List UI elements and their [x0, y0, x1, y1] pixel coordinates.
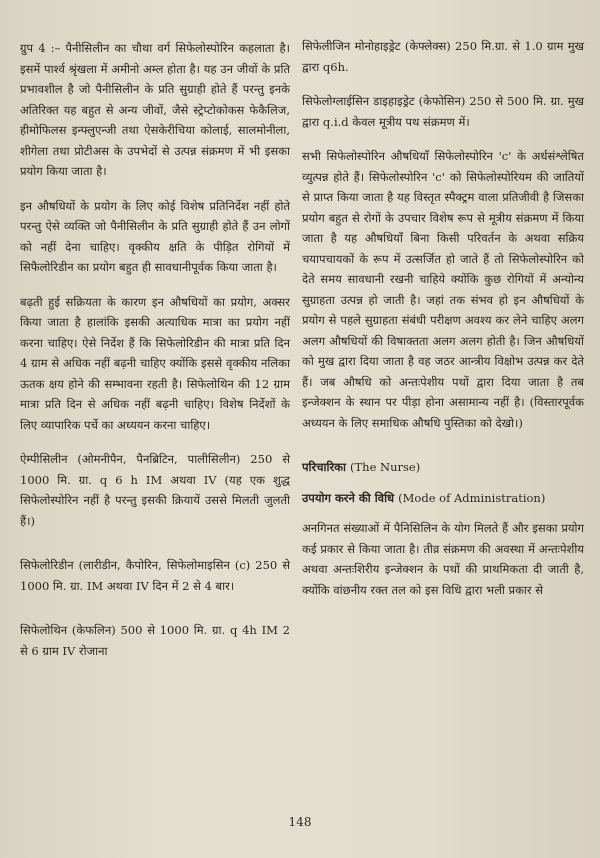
nurse-heading-english: (The Nurse) — [350, 460, 421, 474]
paragraph-cephalothin: सिफेलोथिन (केफलिन) 500 से 1000 मि. ग्रा. q 4h IM 2 से 6 ग्राम IV रोजाना — [20, 623, 290, 658]
paragraph-cephaloridine: सिफेलोरिडीन (लारीडीन, कैपोरिन, सिफेलोमाइसिन (c) 250 से 1000 मि. ग्रा. IM अथवा IV दिन में 2 से 4 बार। — [20, 558, 290, 593]
paragraph-cephaloglycin: सिफेलोग्लाईसिन डाइहाइड्रेट (केफोसिन) 250 से 500 मि. ग्रा. मुख द्वारा q.i.d केवल मूत्रीय पथ संक्रमण में। — [302, 94, 584, 129]
administration-heading-english: (Mode of Administration) — [398, 490, 546, 505]
paragraph-cephalexin: सिफेलीजिन मोनोहाइड्रेट (केफ्लेक्स) 250 मि.ग्रा. से 1.0 ग्राम मुख द्वारा q6h. — [302, 39, 584, 74]
administration-heading-hindi: उपयोग करने की विधि — [302, 490, 395, 505]
paragraph-group-4: ग्रुप 4 :– पैनीसिलीन का चौथा वर्ग सिफेलोस्पोरिन कहलाता है। इसमें पार्श्व श्रृंखला में अमीनो अम्ल होता है। यह उन जीवों के प्रति प्रभावशील है जो पैनीसिलीन के प्रति सुग्राही होते हैं परन्तु इनके अतिरिक्त यह बहुत से अन्य जीवों, जैसे स्ट्रेप्टोकोकस फेकैलिज, हीमोफिलस इन्फ्लुएन्जी तथा ऐसकेरीचिया कोलाई, सालमोनीला, शीगेला तथा प्रोटीअस के उपभेदों से उत्पन्न संक्रमण में भी इसका प्रयोग किया जाता है। — [20, 41, 290, 178]
page-number: 148 — [288, 815, 312, 829]
paragraph-dosage-limits: बढ़ती हुई सक्रियता के कारण इन औषधियों का प्रयोग, अक्सर किया जाता है हालांकि इसकी अत्याधिक मात्रा का प्रयोग नहीं करना चाहिए। ऐसे निर्देश हैं कि सिफेलोरिडीन की मात्रा प्रति दिन 4 ग्राम से अधिक नहीं बढ़नी चाहिए क्योंकि इससे वृक्कीय नलिका ऊतक क्षय होने की सम्भावना रहती है। सिफेलोथिन की 12 ग्राम मात्रा प्रति दिन से अधिक नहीं बढ़नी चाहिए। विशेष निर्देशों के लिए व्यापारिक पर्चे का अध्ययन करना चाहिए। — [20, 294, 290, 432]
paragraph-ampicillin: ऐम्पीसिलीन (ओमनीपैन, पैनब्रिटिन, पालीसिलीन) 250 से 1000 मि. ग्रा. q 6 h IM अथवा IV (यह एक शुद्ध सिफेलोस्पोरिन नहीं है परन्तु इसकी क्रियायें उससे मिलती जुलती हैं।) — [20, 452, 290, 528]
administration-heading — [302, 488, 584, 509]
nurse-heading-hindi: परिचारिका — [302, 460, 346, 474]
paragraph-administration: अनगिनत संख्याओं में पैनिसिलिन के योग मिलते हैं और इसका प्रयोग कई प्रकार से किया जाता है। तीव्र संक्रमण की अवस्था में अन्तःपेशीय अथवा अन्तःशिरीय इन्जेक्शन के पथों की प्राथमिकता दी जाती है, क्योंकि वांछनीय रक्त तल को इस विधि द्वारा भली प्रकार से — [302, 521, 584, 597]
paragraph-contraindications: इन औषधियों के प्रयोग के लिए कोई विशेष प्रतिनिर्देश नहीं होते परन्तु ऐसे व्यक्ति जो पैनीसिलीन के प्रति सुग्राही होते हैं उन लोगों को नहीं देना चाहिए। वृक्कीय क्षति के पीड़ित रोगियों में सिफैलोरिडीन का प्रयोग बहुत ही सावधानीपूर्वक किया जाता है। — [20, 198, 290, 274]
right-column — [302, 36, 584, 614]
left-column — [20, 38, 290, 675]
nurse-heading — [302, 457, 584, 478]
paragraph-cephalosporin-overview: सभी सिफेलोस्पोरिन औषधियाँ सिफेलोस्पोरिन 'c' के अर्धसंश्लेषित व्युत्पन्न होते हैं। सिफेलोस्पोरिन 'c' को सिफेलोस्पोरियम की जातियों से प्राप्त किया जाता है यह विस्तृत स्पैक्ट्रम वाला प्रतिजीवी है जिसका प्रयोग बहुत से रोगों के उपचार विशेष रूप से मूत्रीय संक्रमण में किया जाता है यह औषधियाँ बिना किसी परिवर्तन के अथवा सक्रिय चयापचायकों के रूप में उत्सर्जित हो जाते हैं तो सिफेलोस्पोरिन को देते समय सावधानी रखनी चाहिये क्योंकि कुछ रोगियों में अन्योन्य सुग्राहता उत्पन्न हो जाती है। जहां तक संभव हो इन औषधियों के प्रयोग से पहले सुग्राहता संबंधी परीक्षण अवश्य कर लेने चाहिए अलग अलग औषधियों की विषाक्तता अलग अलग होती है। जिन औषधियों को मुख द्वारा दिया जाता है वह जठर आन्त्रीय विक्षोभ उत्पन्न कर देते हैं। जब औषधि को अन्तःपेशीय पथों द्वारा दिया जाता है तब इन्जेक्शन के स्थान पर पीड़ा होना असामान्य नहीं है। (विस्तारपूर्वक अध्ययन के लिए समाधिक औषधि पुस्तिका को देखो।) — [302, 149, 584, 430]
